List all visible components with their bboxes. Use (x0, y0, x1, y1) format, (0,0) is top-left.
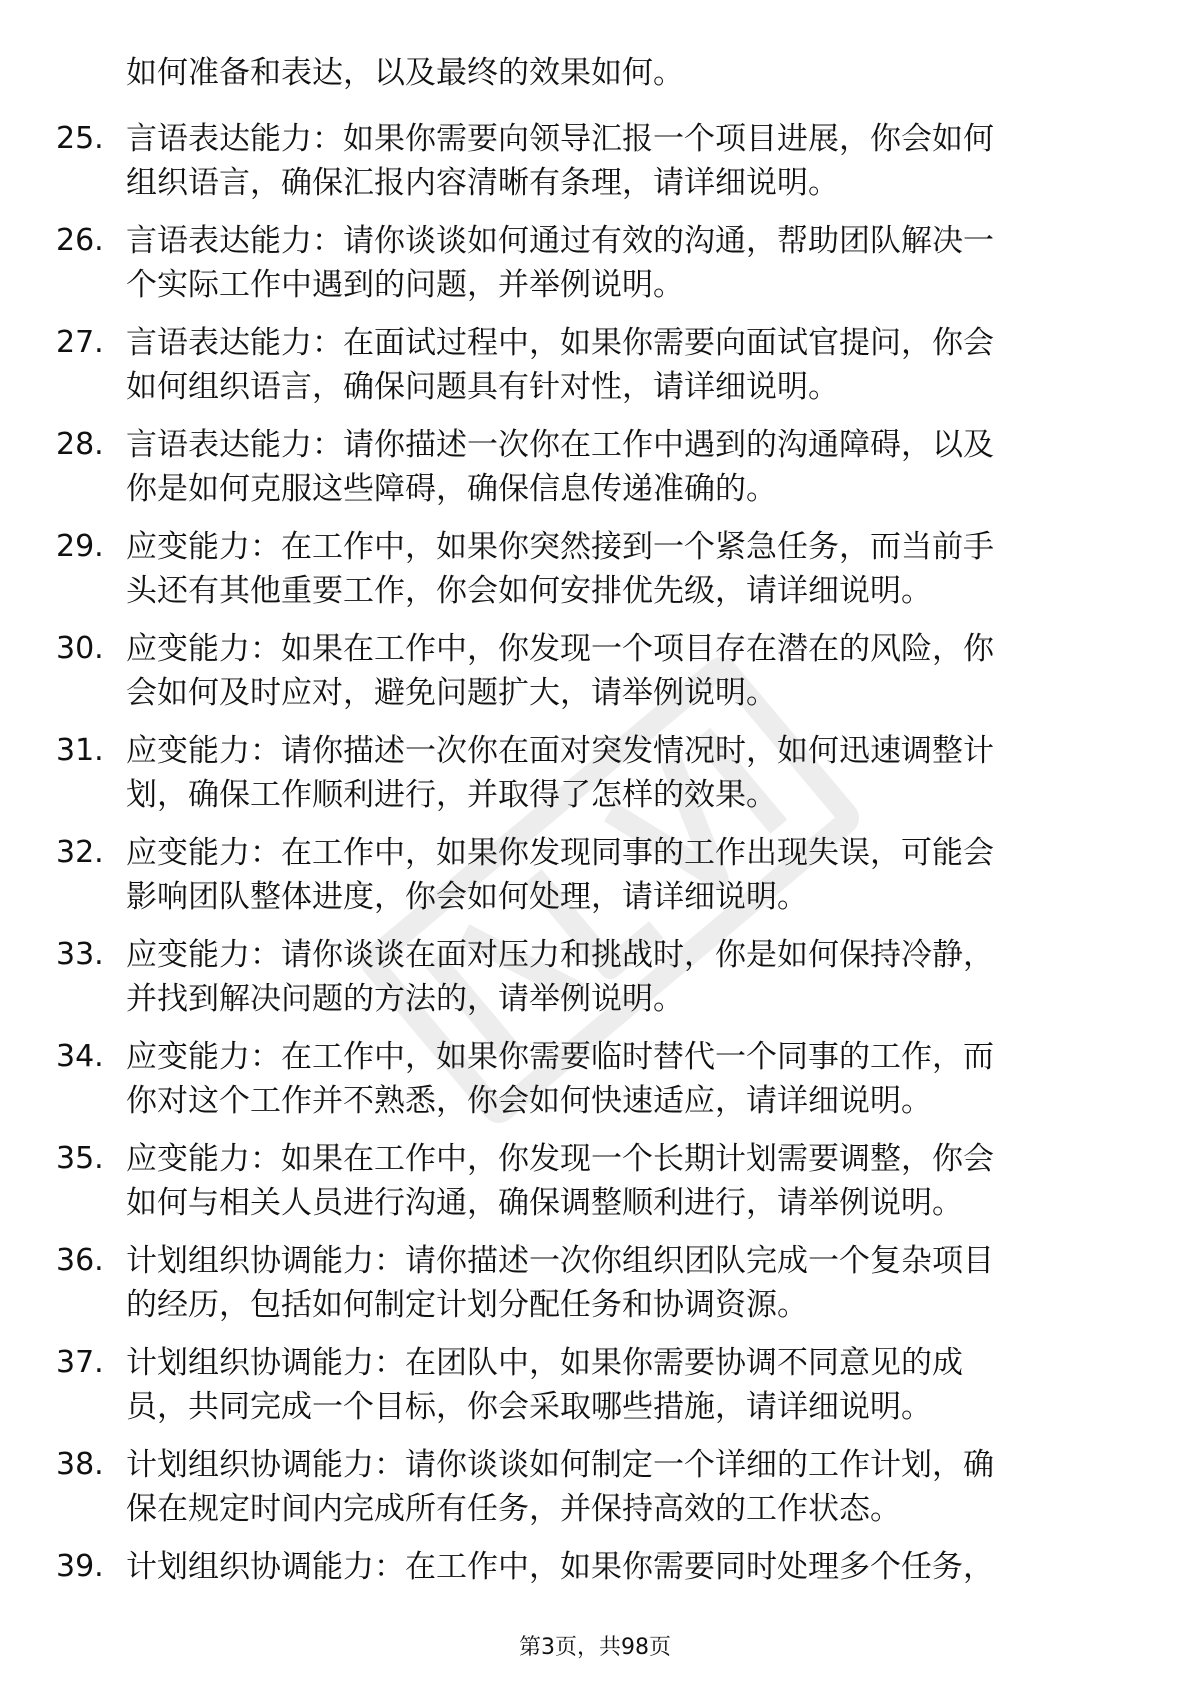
question-item (0, 628, 1190, 730)
question-text-line: 言语表达能力：请你描述一次你在工作中遇到的沟通障碍，以及 (126, 427, 994, 463)
question-text-line: 你对这个工作并不熟悉，你会如何快速适应，请详细说明。 (126, 1083, 932, 1119)
question-item (0, 322, 1190, 424)
question-text-line: 言语表达能力：如果你需要向领导汇报一个项目进展，你会如何 (126, 121, 994, 157)
question-text-line: 个实际工作中遇到的问题，并举例说明。 (126, 267, 684, 303)
question-text-line: 应变能力：在工作中，如果你突然接到一个紧急任务，而当前手 (126, 529, 994, 565)
question-item (0, 730, 1190, 832)
question-number: 37. (56, 1345, 104, 1380)
question-item (0, 1546, 1190, 1648)
question-text-line: 如何组织语言，确保问题具有针对性，请详细说明。 (126, 369, 839, 405)
question-text-line: 计划组织协调能力：请你描述一次你组织团队完成一个复杂项目 (126, 1243, 994, 1279)
question-item (0, 424, 1190, 526)
question-item (0, 1036, 1190, 1138)
question-text-line: 会如何及时应对，避免问题扩大，请举例说明。 (126, 675, 777, 711)
question-item (0, 1240, 1190, 1342)
question-item (0, 934, 1190, 1036)
question-number: 31. (56, 733, 104, 768)
question-number: 32. (56, 835, 104, 870)
question-text-line: 计划组织协调能力：在工作中，如果你需要同时处理多个任务， (126, 1549, 994, 1585)
question-item (0, 1138, 1190, 1240)
question-text-line: 保在规定时间内完成所有任务，并保持高效的工作状态。 (126, 1491, 901, 1527)
question-text-line: 组织语言，确保汇报内容清晰有条理，请详细说明。 (126, 165, 839, 201)
question-text-line: 并找到解决问题的方法的，请举例说明。 (126, 981, 684, 1017)
question-text-line: 的经历，包括如何制定计划分配任务和协调资源。 (126, 1287, 808, 1323)
question-number: 36. (56, 1243, 104, 1278)
question-item (0, 118, 1190, 220)
question-number: 39. (56, 1549, 104, 1584)
question-item (0, 832, 1190, 934)
question-text-line: 应变能力：在工作中，如果你需要临时替代一个同事的工作，而 (126, 1039, 994, 1075)
question-item (0, 220, 1190, 322)
question-text-line: 划，确保工作顺利进行，并取得了怎样的效果。 (126, 777, 777, 813)
question-text-line: 影响团队整体进度，你会如何处理，请详细说明。 (126, 879, 808, 915)
question-text-line: 应变能力：如果在工作中，你发现一个长期计划需要调整，你会 (126, 1141, 994, 1177)
question-number: 29. (56, 529, 104, 564)
question-number: 33. (56, 937, 104, 972)
question-number: 25. (56, 121, 104, 156)
question-list (0, 118, 1190, 1648)
page-footer: 第3页，共98页 (519, 1635, 671, 1660)
question-item (0, 526, 1190, 628)
question-text-line: 员，共同完成一个目标，你会采取哪些措施，请详细说明。 (126, 1389, 932, 1425)
question-number: 30. (56, 631, 104, 666)
question-item (0, 1444, 1190, 1546)
question-text-line: 言语表达能力：在面试过程中，如果你需要向面试官提问，你会 (126, 325, 994, 361)
question-text-line: 应变能力：在工作中，如果你发现同事的工作出现失误，可能会 (126, 835, 994, 871)
question-number: 27. (56, 325, 104, 360)
question-number: 34. (56, 1039, 104, 1074)
question-text-line: 如何与相关人员进行沟通，确保调整顺利进行，请举例说明。 (126, 1185, 963, 1221)
question-text-line: 你是如何克服这些障碍，确保信息传递准确的。 (126, 471, 777, 507)
question-text-line: 计划组织协调能力：在团队中，如果你需要协调不同意见的成 (126, 1345, 963, 1381)
question-item (0, 1342, 1190, 1444)
question-text-line: 计划组织协调能力：请你谈谈如何制定一个详细的工作计划，确 (126, 1447, 994, 1483)
question-text-line: 应变能力：请你谈谈在面对压力和挑战时，你是如何保持冷静， (126, 937, 994, 973)
question-text-line: 头还有其他重要工作，你会如何安排优先级，请详细说明。 (126, 573, 932, 609)
question-text-line: 应变能力：如果在工作中，你发现一个项目存在潜在的风险，你 (126, 631, 994, 667)
question-number: 35. (56, 1141, 104, 1176)
continuation-text: 如何准备和表达，以及最终的效果如何。 (126, 55, 684, 91)
question-text-line: 言语表达能力：请你谈谈如何通过有效的沟通，帮助团队解决一 (126, 223, 994, 259)
question-text-line: 应变能力：请你描述一次你在面对突发情况时，如何迅速调整计 (126, 733, 994, 769)
question-number: 26. (56, 223, 104, 258)
question-number: 28. (56, 427, 104, 462)
question-number: 38. (56, 1447, 104, 1482)
